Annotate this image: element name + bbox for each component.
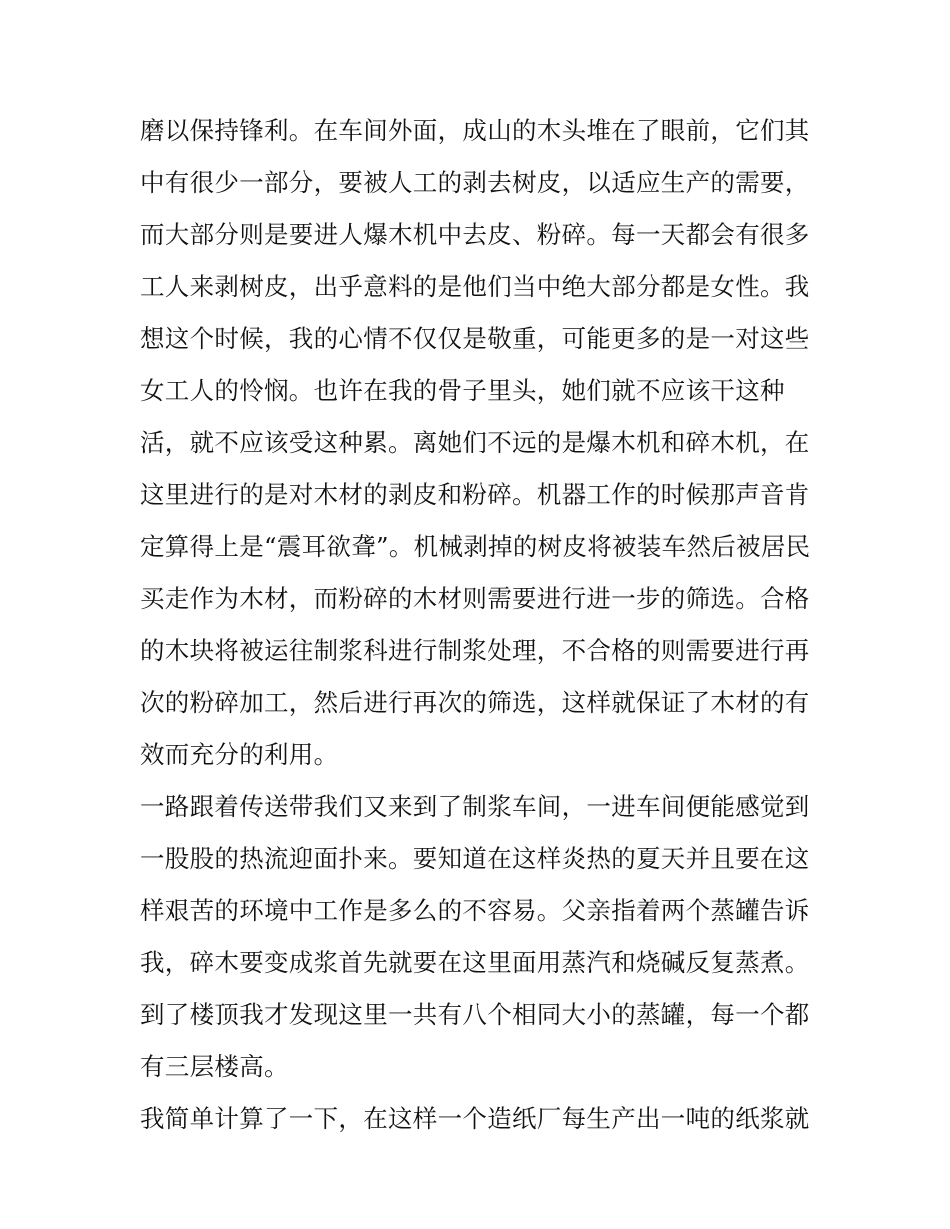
text-line-3: 而大部分则是要进人爆木机中去皮、粉碎。每一天都会有很多: [140, 220, 810, 249]
text-line-2: 中有很少一部分，要被人工的剥去树皮，以适应生产的需要，: [140, 168, 810, 197]
text-line-10: 买走作为木材，而粉碎的木材则需要进行进一步的筛选。合格: [140, 584, 810, 613]
text-line-13: 效而充分的利用。: [140, 740, 339, 769]
text-line-7: 活，就不应该受这种累。离她们不远的是爆木机和碎木机，在: [140, 428, 810, 457]
text-line-15: 一股股的热流迎面扑来。要知道在这样炎热的夏天并且要在这: [140, 844, 810, 873]
text-line-14: 一路跟着传送带我们又来到了制浆车间，一进车间便能感觉到: [140, 792, 810, 821]
text-line-19: 有三层楼高。: [140, 1052, 289, 1081]
text-line-4: 工人来剥树皮，出乎意料的是他们当中绝大部分都是女性。我: [140, 272, 810, 301]
text-line-12: 次的粉碎加工，然后进行再次的筛选，这样就保证了木材的有: [140, 688, 810, 717]
text-line-6: 女工人的怜悯。也许在我的骨子里头，她们就不应该干这种: [140, 376, 785, 405]
text-line-11: 的木块将被运往制浆科进行制浆处理，不合格的则需要进行再: [140, 636, 810, 665]
text-line-20: 我简单计算了一下，在这样一个造纸厂每生产出一吨的纸浆就: [140, 1104, 810, 1133]
body-text: [140, 105, 820, 1145]
text-line-9: 定算得上是“震耳欲聋”。机械剥掉的树皮将被装车然后被居民: [140, 532, 811, 561]
text-line-8: 这里进行的是对木材的剥皮和粉碎。机器工作的时候那声音肯: [140, 480, 810, 509]
text-line-16: 样艰苦的环境中工作是多么的不容易。父亲指着两个蒸罐告诉: [140, 896, 810, 925]
text-line-17: 我，碎木要变成浆首先就要在这里面用蒸汽和烧碱反复蒸煮。: [140, 948, 810, 977]
text-line-5: 想这个时候，我的心情不仅仅是敬重，可能更多的是一对这些: [140, 324, 810, 353]
text-line-18: 到了楼顶我才发现这里一共有八个相同大小的蒸罐，每一个都: [140, 1000, 810, 1029]
text-line-1: 磨以保持锋利。在车间外面，成山的木头堆在了眼前，它们其: [140, 116, 810, 145]
